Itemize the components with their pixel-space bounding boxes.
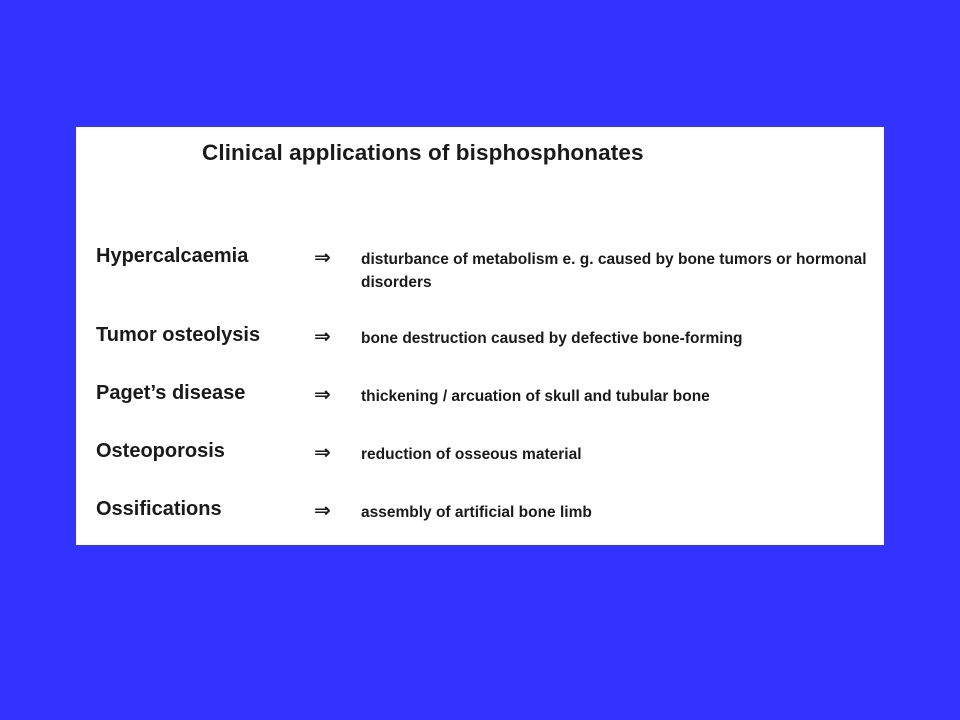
application-description: thickening / arcuation of skull and tubular bone [361,388,710,405]
application-description: reduction of osseous material [361,446,582,463]
implies-arrow-icon: ⇒ [314,498,331,522]
slide-title: Clinical applications of bisphosphonates [202,140,644,165]
application-term: Tumor osteolysis [96,324,261,346]
implies-arrow-icon: ⇒ [314,324,331,348]
content-panel [76,127,884,545]
implies-arrow-icon: ⇒ [314,245,331,269]
application-description: assembly of artificial bone limb [361,504,592,521]
implies-arrow-icon: ⇒ [314,440,331,464]
implies-arrow-icon: ⇒ [314,382,331,406]
application-term: Ossifications [96,498,222,520]
application-description: disturbance of metabolism e. g. caused by bone tumors or hormonal disorders [361,251,867,291]
application-term: Osteoporosis [96,440,225,462]
application-term: Hypercalcaemia [96,245,249,267]
application-description: bone destruction caused by defective bone-forming [361,330,743,347]
application-term: Paget’s disease [96,382,246,404]
